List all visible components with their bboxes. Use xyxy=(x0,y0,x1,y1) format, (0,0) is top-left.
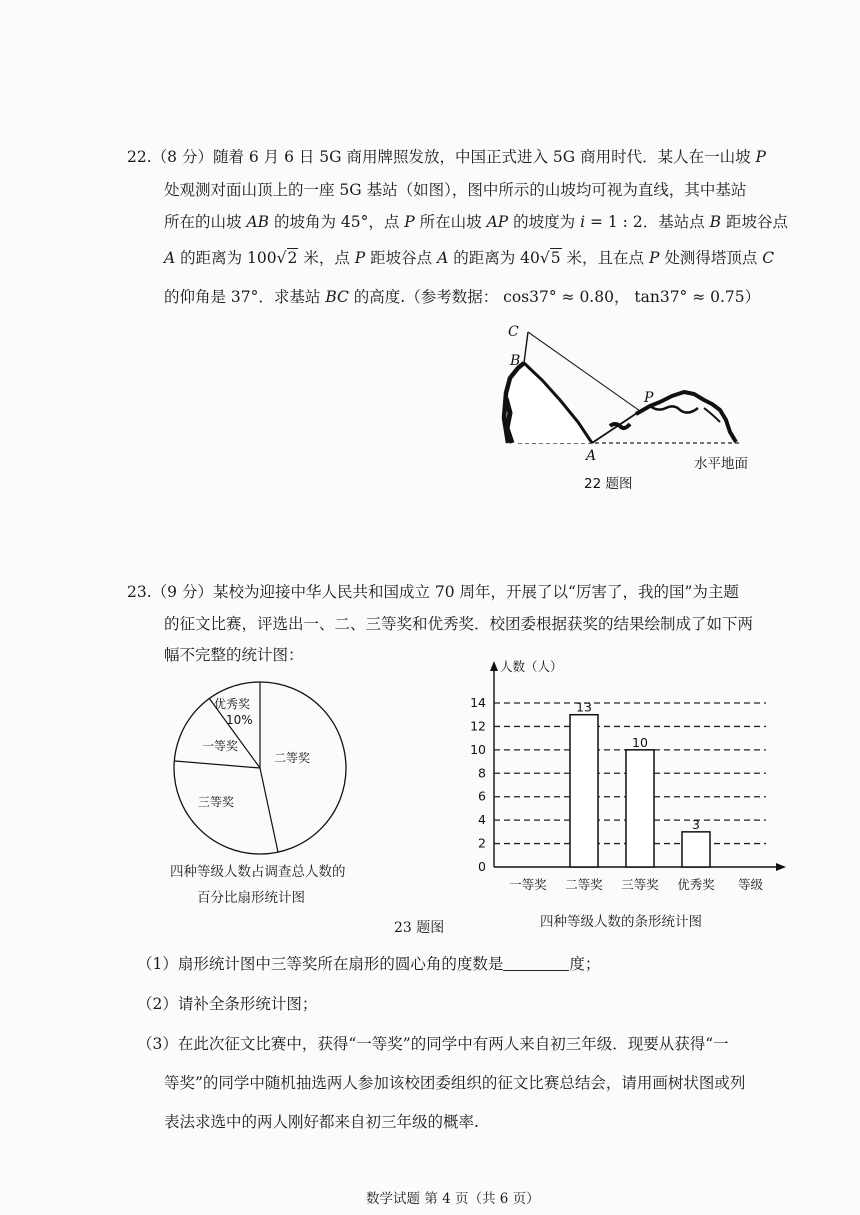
pie-caption-2: 百分比扇形统计图 xyxy=(197,890,305,906)
q22-line-1: 22.（8 分）随着 6 月 6 日 5G 商用牌照发放，中国正式进入 5G 商用时代．某人在一山坡 P xyxy=(127,148,766,166)
label-c: C xyxy=(508,324,519,340)
right-mountain-texture xyxy=(650,406,698,413)
q22-line-3: 所在的山坡 AB 的坡角为 45°，点 P 所在山坡 AP 的坡度为 i = 1 : 2．基站点 B 距坡谷点 xyxy=(164,213,788,231)
x-axis-arrow-icon xyxy=(776,863,786,871)
figure-22-caption: 22 题图 xyxy=(584,476,633,492)
pie-label-first: 一等奖 xyxy=(202,739,239,753)
label-b: B xyxy=(510,353,521,369)
bar-x-label: 等级 xyxy=(738,877,764,892)
pie-radius-bottom xyxy=(260,768,278,852)
answer-blank[interactable] xyxy=(503,956,569,971)
tower-bc xyxy=(524,332,528,363)
y-tick-label: 6 xyxy=(478,788,486,804)
bar-data-label: 13 xyxy=(576,699,592,715)
y-tick-label: 4 xyxy=(478,812,486,828)
y-tick-label: 2 xyxy=(478,835,486,851)
label-p: P xyxy=(644,390,654,406)
q23-sub-3-line-2: 等奖”的同学中随机抽选两人参加该校团委组织的征文比赛总结会，请用画树状图或列 xyxy=(164,1074,746,1092)
sqrt-5: √5 xyxy=(539,249,561,267)
bar-data-label: 10 xyxy=(632,734,648,750)
q23-sub-3-line-3: 表法求选中的两人刚好都来自初三年级的概率. xyxy=(164,1113,479,1131)
x-category-label: 二等奖 xyxy=(565,877,603,892)
q23-sub-2: （2）请补全条形统计图； xyxy=(137,995,318,1013)
q23-sub-3-line-1: （3）在此次征文比赛中，获得“一等奖”的同学中有两人来自初三年级．现要从获得“一 xyxy=(137,1035,729,1053)
q22-line-5: 的仰角是 37°．求基站 BC 的高度.（参考数据： cos37° ≈ 0.80， tan37° ≈ 0.75） xyxy=(164,288,761,306)
bar xyxy=(682,832,710,867)
bar-bars xyxy=(570,700,710,867)
q22-line-2: 处观测对面山顶上的一座 5G 基站（如图），图中所示的山坡均可视为直线，其中基站 xyxy=(164,181,747,199)
sqrt-2: √2 xyxy=(276,249,298,267)
pie-label-second: 二等奖 xyxy=(274,751,311,765)
figure-23-caption: 23 题图 xyxy=(394,920,445,936)
q23-line-1: 23.（9 分）某校为迎接中华人民共和国成立 70 周年，开展了以“厉害了，我的国”为主题 xyxy=(127,583,739,601)
y-tick-label: 10 xyxy=(470,741,486,757)
y-tick-label: 0 xyxy=(478,859,486,874)
x-category-label: 一等奖 xyxy=(509,877,547,892)
right-mountain-rock xyxy=(610,424,630,428)
pie-caption-1: 四种等级人数占调查总人数的 xyxy=(170,864,346,880)
y-tick-label: 12 xyxy=(470,718,486,734)
bar-y-ticks xyxy=(470,695,486,874)
label-ground: 水平地面 xyxy=(694,456,748,472)
slope-ap xyxy=(592,411,640,443)
pie-label-excellent-pct: 10% xyxy=(226,713,253,727)
bar xyxy=(626,750,654,867)
bar-data-label: 3 xyxy=(692,816,700,832)
bar-y-label: 人数（人） xyxy=(500,659,563,674)
bar-chart xyxy=(440,655,800,895)
q23-sub-1: （1）扇形统计图中三等奖所在扇形的圆心角的度数是 度； xyxy=(137,955,601,973)
q23-line-2: 的征文比赛，评选出一、二、三等奖和优秀奖．校团委根据获奖的结果绘制成了如下两 xyxy=(164,615,754,633)
bar xyxy=(570,715,598,867)
y-tick-label: 14 xyxy=(470,695,486,710)
bar-category-labels xyxy=(509,877,715,892)
pie-label-excellent: 优秀奖 xyxy=(214,697,251,711)
label-a: A xyxy=(586,448,597,464)
x-category-label: 三等奖 xyxy=(621,877,659,892)
q22-figure xyxy=(490,318,790,498)
y-tick-label: 8 xyxy=(478,765,486,781)
q23-line-3: 幅不完整的统计图： xyxy=(164,646,304,664)
q22-line-4: A 的距离为 100√2 米，点 P 距坡谷点 A 的距离为 40√5 米，且在点 P 处测得塔顶点 C xyxy=(164,249,775,267)
bar-caption: 四种等级人数的条形统计图 xyxy=(540,914,702,930)
x-category-label: 优秀奖 xyxy=(677,877,715,892)
y-axis-arrow-icon xyxy=(490,661,498,671)
pie-chart xyxy=(168,676,338,856)
pie-radius-first xyxy=(175,761,260,768)
pie-label-third: 三等奖 xyxy=(198,795,235,809)
page-footer: 数学试题 第 4 页（共 6 页） xyxy=(366,1191,540,1207)
